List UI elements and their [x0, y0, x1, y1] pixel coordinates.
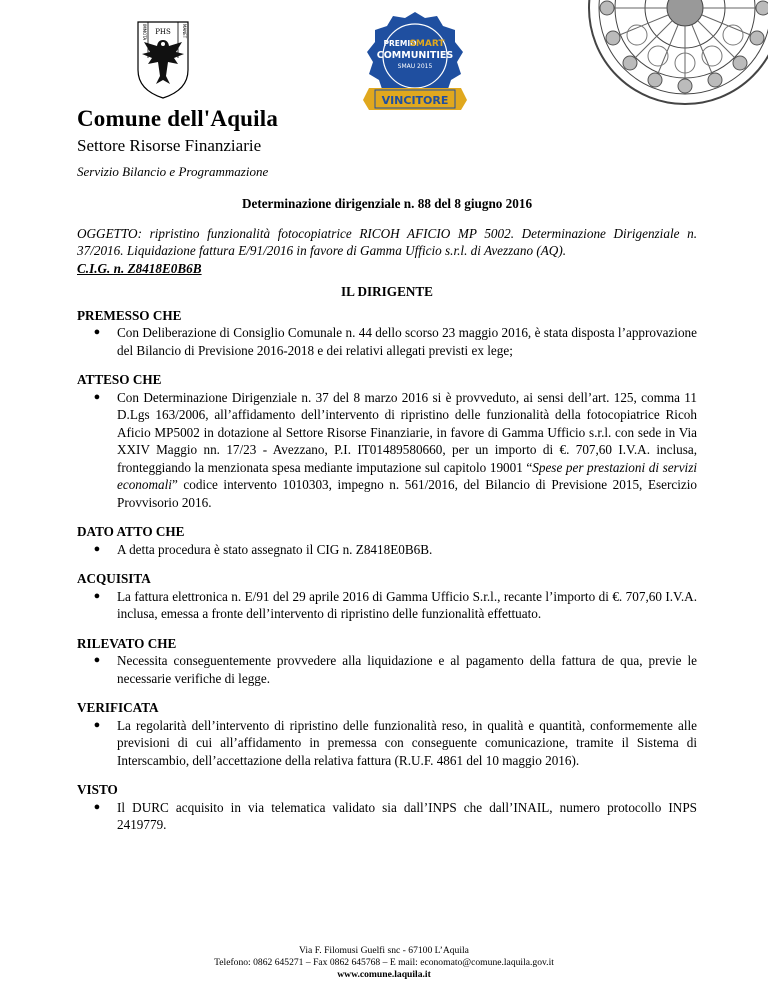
- list-item-text: [117, 389, 697, 512]
- bullet-icon: ●: [93, 718, 101, 731]
- list-item: [77, 799, 697, 834]
- crest-center-text: PHS: [155, 28, 171, 36]
- smart-communities-award-badge: [355, 10, 475, 118]
- list-item: [77, 389, 697, 512]
- subject: OGGETTO: ripristino funzionalità fotocopiatrice RICOH AFICIO MP 5002. Determinazione Dirigenziale n. 37/2016. Liquidazione fattura E/91/2016 in favore di Gamma Ufficio s.r.l. di Avezzano (AQ).: [77, 225, 697, 258]
- bullet-icon: ●: [93, 542, 101, 555]
- text-part: Con Determinazione Dirigenziale n. 37 del 8 marzo 2016 si è provveduto, ai sensi dell’art. 125, comma 11 D.Lgs 163/2006, all’affidamento dell’intervento di ripristino delle funzionalità della fotocopiatrice Ricoh Aficio MP5002 in dotazione al Settore Risorse Finanziarie, in favore di Gamma Ufficio s.r.l. con sede in Via XXIV Maggio nn. 17/23 - Avezzano, P.I. IT01489580660, per un importo di €. 707,60 I.V.A. inclusa, fronteggiando la menzionata spesa mediante imputazione sul capitolo 19001 “: [117, 389, 697, 475]
- award-line1b: SMART: [409, 39, 445, 49]
- text-part: ” codice intervento 1010303, impegno n. 561/2016, del Bilancio di Previsione 2015, Esercizio Provvisorio 2016.: [117, 477, 697, 510]
- list-item: [77, 652, 697, 687]
- footer-address: Via F. Filomusi Guelfi snc - 67100 L’Aquila: [299, 945, 469, 956]
- section-title: VISTO: [77, 782, 118, 797]
- section-title: RILEVATO CHE: [77, 635, 177, 651]
- list-item-text: Necessita conseguentemente provvedere alla liquidazione e al pagamento della fattura de qua, previe le necessarie verifiche di legge.: [117, 653, 697, 686]
- section-acquisita: [77, 570, 697, 623]
- section-title: ATTESO CHE: [77, 372, 162, 387]
- page-footer: [0, 945, 768, 981]
- list-item-text: La fattura elettronica n. E/91 del 29 aprile 2016 di Gamma Ufficio S.r.l., recante l’importo di €. 707,60 I.V.A. inclusa, emessa a fronte dell’intervento di ripristino delle funzionalità effettuato.: [117, 588, 697, 621]
- bullet-icon: ●: [93, 589, 101, 602]
- section-title: ACQUISITA: [77, 571, 151, 586]
- list-item-text: A detta procedura è stato assegnato il CIG n. Z8418E0B6B.: [117, 541, 433, 557]
- bullet-icon: ●: [93, 390, 101, 403]
- bullet-icon: ●: [93, 800, 101, 813]
- determination-title: Determinazione dirigenziale n. 88 del 8 giugno 2016: [241, 196, 533, 211]
- bullet-icon: ●: [93, 326, 101, 338]
- list-item-text: Il DURC acquisito in via telematica validato sia dall’INPS che dall’INAIL, numero protocollo INPS 2419779.: [117, 799, 697, 832]
- rose-window-image: [560, 0, 768, 110]
- crest-left-text: IMMOTA: [142, 24, 147, 41]
- section-dato-atto: [77, 523, 697, 558]
- award-ribbon-text: VINCITORE: [381, 94, 449, 107]
- document-body: [77, 195, 697, 846]
- award-line3: SMAU 2015: [397, 63, 433, 70]
- bullet-icon: ●: [93, 654, 101, 666]
- award-line1: PREMIO: [383, 39, 417, 48]
- service-name: Servizio Bilancio e Programmazione: [77, 164, 269, 179]
- section-atteso: [77, 371, 697, 511]
- italic-text-part: Spese per prestazioni di servizi economali: [117, 459, 698, 492]
- list-item: [77, 324, 697, 359]
- dirigente-heading: IL DIRIGENTE: [341, 284, 433, 299]
- department-name: Settore Risorse Finanziarie: [77, 136, 262, 155]
- cig-code: C.I.G. n. Z8418E0B6B: [77, 260, 202, 276]
- list-item: [77, 541, 697, 559]
- section-rilevato: [77, 635, 697, 688]
- footer-contacts: Telefono: 0862 645271 – Fax 0862 645768 – E mail: economato@comune.laquila.gov.it: [214, 957, 554, 968]
- section-visto: [77, 781, 697, 834]
- list-item: [77, 717, 697, 770]
- city-crest-icon: [134, 18, 192, 102]
- crest-right-text: MANET: [182, 24, 187, 39]
- section-title: PREMESSO CHE: [77, 307, 182, 323]
- list-item-text: Con Deliberazione di Consiglio Comunale n. 44 dello scorso 23 maggio 2016, è stata disposta l’approvazione del Bilancio di Previsione 2016-2018 e dei relativi allegati previsti ex lege;: [117, 325, 697, 358]
- section-title: DATO ATTO CHE: [77, 524, 185, 539]
- org-name: Comune dell'Aquila: [77, 106, 279, 131]
- section-verificata: [77, 699, 697, 769]
- section-title: VERIFICATA: [77, 700, 159, 715]
- footer-website: www.comune.laquila.it: [337, 969, 431, 980]
- award-line2: COMMUNITIES: [376, 50, 454, 61]
- list-item: [77, 588, 697, 623]
- section-premesso: [77, 307, 697, 360]
- letterhead: [0, 0, 768, 190]
- list-item-text: La regolarità dell’intervento di ripristino delle funzionalità reso, in qualità e quantità, conformemente alle previsioni di cui all’affidamento in premessa con conseguente comunicazione, tramite il Sistema di Interscambio, dell’accettazione della relativa fattura (R.U.F. 4861 del 10 maggio 2016).: [117, 717, 697, 768]
